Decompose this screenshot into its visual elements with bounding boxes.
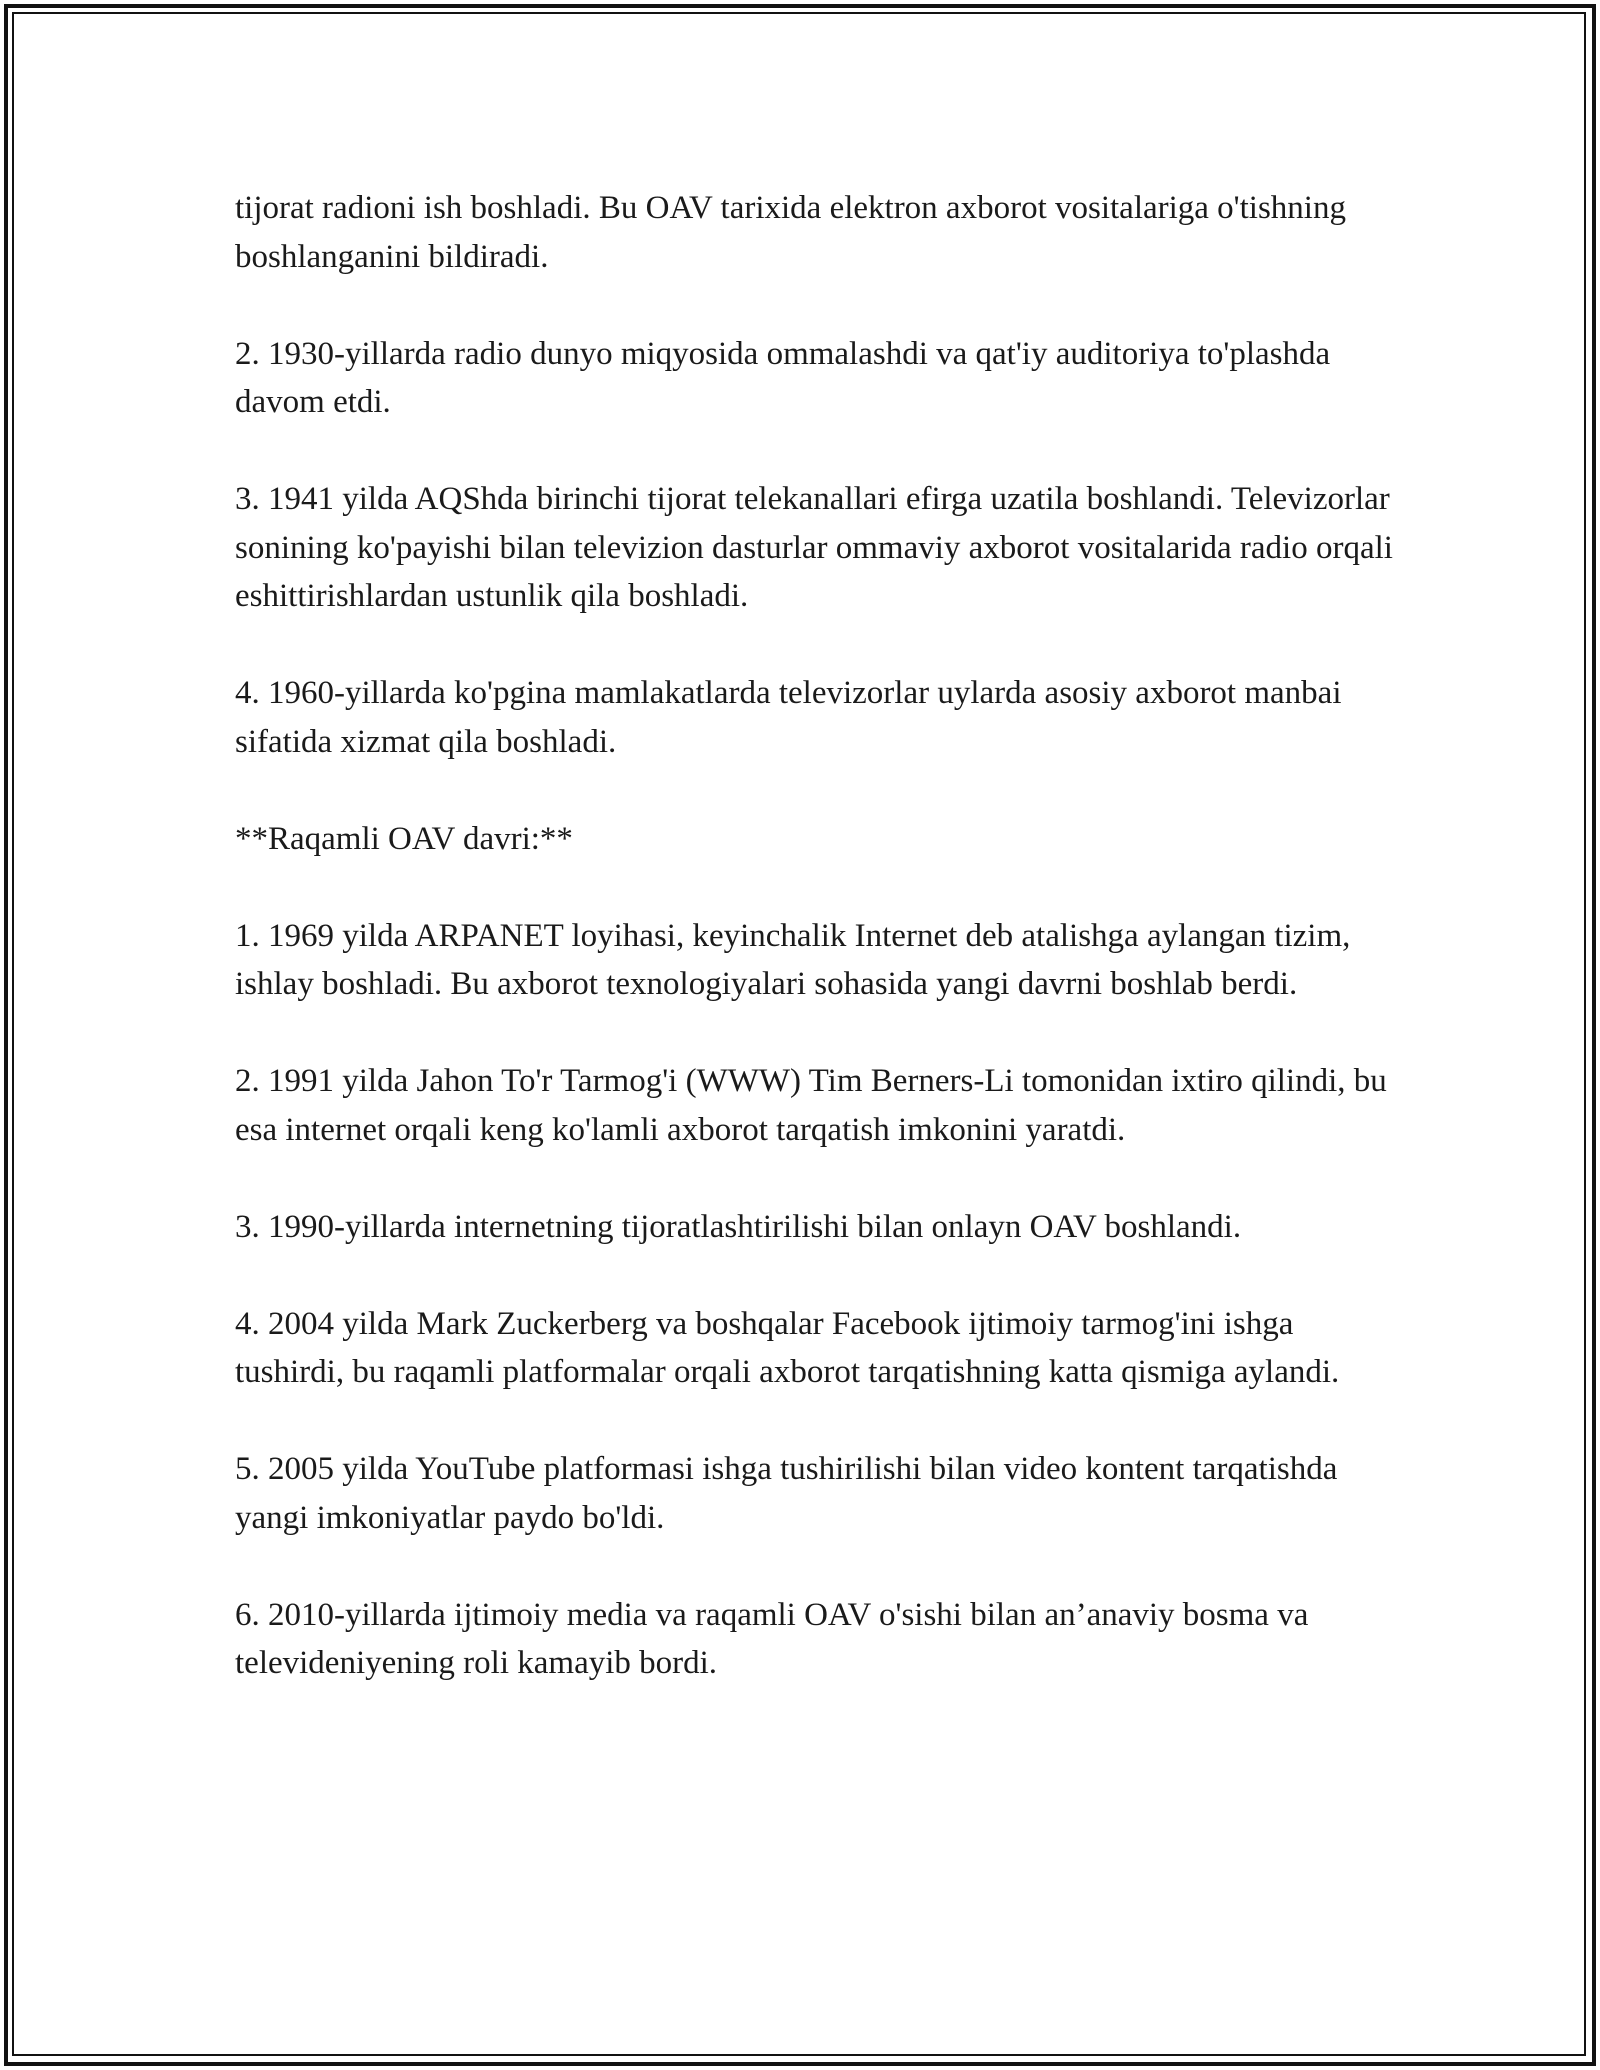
paragraph-1990s-online-media: 3. 1990-yillarda internetning tijoratlashtirilishi bilan onlayn OAV boshlandi.	[235, 1208, 1242, 1245]
paragraph-1960s-television: 4. 1960-yillarda ko'pgina mamlakatlarda televizorlar uylarda asosiy axborot manbai sifatida xizmat qila boshladi.	[235, 675, 1342, 760]
document-page	[235, 184, 1395, 1736]
paragraph-1941-television: 3. 1941 yilda AQShda birinchi tijorat telekanallari efirga uzatila boshlandi. Televizorlar sonining ko'payishi bilan televizion dasturlar ommaviy axborot vositalarida radio orqali eshittirishlardan ustunlik qila boshladi.	[235, 481, 1393, 614]
paragraph-1991-www: 2. 1991 yilda Jahon To'r Tarmog'i (WWW) Tim Berners-Li tomonidan ixtiro qilindi, bu esa internet orqali keng ko'lamli axborot tarqatish imkonini yaratdi.	[235, 1063, 1387, 1148]
paragraph-radio-continuation: tijorat radioni ish boshladi. Bu OAV tarixida elektron axborot vositalariga o'tishning boshlanganini bildiradi.	[235, 190, 1346, 275]
paragraph-2010s-social-media: 6. 2010-yillarda ijtimoiy media va raqamli OAV o'sishi bilan an’anaviy bosma va televideniyening roli kamayib bordi.	[235, 1596, 1309, 1681]
paragraph-2004-facebook: 4. 2004 yilda Mark Zuckerberg va boshqalar Facebook ijtimoiy tarmog'ini ishga tushirdi, bu raqamli platformalar orqali axborot tarqatishning katta qismiga aylandi.	[235, 1305, 1340, 1390]
paragraph-2005-youtube: 5. 2005 yilda YouTube platformasi ishga tushirilishi bilan video kontent tarqatishda yangi imkoniyatlar paydo bo'ldi.	[235, 1451, 1338, 1536]
paragraph-1930s-radio: 2. 1930-yillarda radio dunyo miqyosida ommalashdi va qat'iy auditoriya to'plashda davom etdi.	[235, 335, 1331, 420]
section-heading-digital-media: **Raqamli OAV davri:**	[235, 820, 573, 857]
paragraph-1969-arpanet: 1. 1969 yilda ARPANET loyihasi, keyinchalik Internet deb atalishga aylangan tizim, ishlay boshladi. Bu axborot texnologiyalari sohasida yangi davrni boshlab berdi.	[235, 917, 1351, 1002]
